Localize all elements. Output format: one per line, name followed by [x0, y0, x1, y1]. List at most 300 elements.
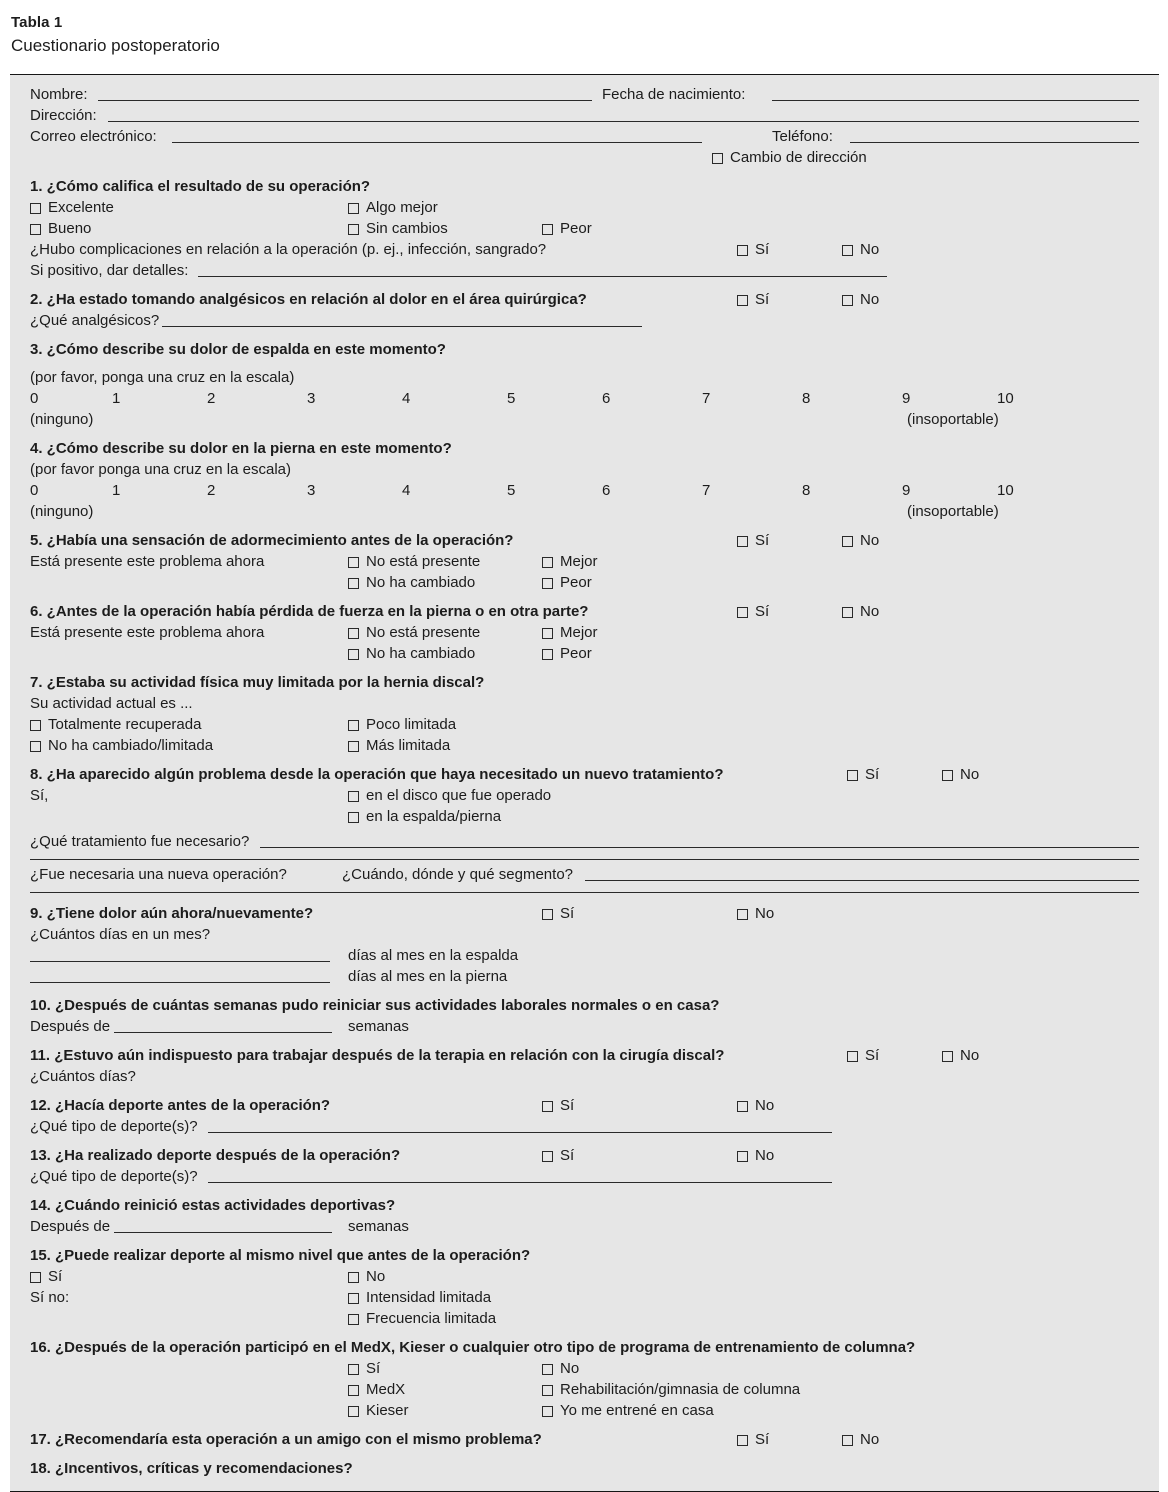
write-in-line — [30, 961, 330, 962]
checkbox-icon — [842, 1435, 853, 1446]
checkbox-label: en la espalda/pierna — [366, 808, 502, 825]
checkbox-icon — [542, 578, 553, 589]
checkbox-icon — [542, 1385, 553, 1396]
form-text: ¿Qué tipo de deporte(s)? — [30, 1168, 198, 1185]
form-text: ¿Qué tipo de deporte(s)? — [30, 1118, 198, 1135]
form-row — [30, 1379, 1139, 1400]
form-row — [30, 105, 1139, 126]
checkbox-option — [348, 218, 448, 239]
form-text: 6 — [602, 482, 611, 499]
checkbox-label: Totalmente recuperada — [48, 716, 202, 733]
form-text: 10 — [997, 482, 1014, 499]
checkbox-label: Sí — [48, 1268, 63, 1285]
checkbox-label: No — [755, 905, 775, 922]
checkbox-label: Cambio de dirección — [730, 149, 867, 166]
form-row — [30, 501, 1139, 522]
form-row — [30, 239, 1139, 260]
form-row — [30, 84, 1139, 105]
checkbox-label: No — [560, 1360, 580, 1377]
form-text: 5 — [507, 482, 516, 499]
form-text: (insoportable) — [907, 503, 999, 520]
checkbox-label: Bueno — [48, 220, 92, 237]
form-text: ¿Fue necesaria una nueva operación? — [30, 866, 287, 883]
question-title: 7. ¿Estaba su actividad física muy limitada por la hernia discal? — [30, 674, 485, 691]
checkbox-label: Kieser — [366, 1402, 409, 1419]
checkbox-option — [847, 764, 879, 785]
checkbox-label: No — [860, 603, 880, 620]
checkbox-icon — [30, 203, 41, 214]
checkbox-option — [842, 601, 879, 622]
checkbox-label: Peor — [560, 645, 592, 662]
checkbox-icon — [348, 791, 359, 802]
question-title: 4. ¿Cómo describe su dolor en la pierna en este momento? — [30, 440, 452, 457]
checkbox-icon — [542, 1364, 553, 1375]
form-row — [30, 176, 1139, 197]
checkbox-label: Algo mejor — [366, 199, 438, 216]
checkbox-icon — [30, 224, 41, 235]
checkbox-label: No — [960, 1047, 980, 1064]
checkbox-option — [737, 289, 769, 310]
checkbox-label: Intensidad limitada — [366, 1289, 492, 1306]
checkbox-icon — [348, 1385, 359, 1396]
form-text: 4 — [402, 482, 411, 499]
question-title: 1. ¿Cómo califica el resultado de su operación? — [30, 178, 371, 195]
checkbox-icon — [348, 1272, 359, 1283]
form-row — [30, 147, 1139, 168]
checkbox-icon — [30, 741, 41, 752]
form-row — [30, 1116, 1139, 1137]
form-row — [30, 1016, 1139, 1037]
form-row — [30, 459, 1139, 480]
checkbox-icon — [842, 536, 853, 547]
form-row — [30, 1045, 1139, 1066]
form-text: 5 — [507, 390, 516, 407]
form-row — [30, 1216, 1139, 1237]
checkbox-label: en el disco que fue operado — [366, 787, 552, 804]
write-in-line — [208, 1132, 832, 1133]
question-title: 10. ¿Después de cuántas semanas pudo reiniciar sus actividades laborales normales o en casa? — [30, 997, 720, 1014]
form-text: Sí, — [30, 787, 49, 804]
form-row — [30, 572, 1139, 593]
checkbox-label: Yo me entrené en casa — [560, 1402, 714, 1419]
checkbox-option — [348, 1266, 385, 1287]
checkbox-option — [348, 1379, 405, 1400]
question-title: 11. ¿Estuvo aún indispuesto para trabajar después de la terapia en relación con la cirugía discal? — [30, 1047, 725, 1064]
form-row — [30, 1337, 1139, 1358]
form-row — [30, 1266, 1139, 1287]
form-row — [30, 852, 1139, 864]
checkbox-icon — [348, 578, 359, 589]
form-row — [30, 924, 1139, 945]
form-text: 10 — [997, 390, 1014, 407]
form-text: (ninguno) — [30, 503, 94, 520]
checkbox-icon — [348, 649, 359, 660]
checkbox-label: No — [860, 532, 880, 549]
form-row — [30, 885, 1139, 897]
form-text: días al mes en la espalda — [348, 947, 519, 964]
form-row — [30, 1095, 1139, 1116]
form-row — [30, 1066, 1139, 1087]
write-in-line — [30, 892, 1139, 893]
checkbox-icon — [737, 295, 748, 306]
form-row — [30, 601, 1139, 622]
checkbox-label: Sí — [755, 1431, 770, 1448]
checkbox-icon — [737, 536, 748, 547]
checkbox-option — [348, 551, 480, 572]
checkbox-option — [348, 714, 456, 735]
checkbox-option — [842, 289, 879, 310]
checkbox-label: Sí — [865, 1047, 880, 1064]
write-in-line — [30, 982, 330, 983]
checkbox-icon — [348, 1406, 359, 1417]
form-text: Su actividad actual es ... — [30, 695, 193, 712]
write-in-line — [114, 1032, 332, 1033]
checkbox-icon — [542, 1406, 553, 1417]
form-row — [30, 126, 1139, 147]
checkbox-option — [737, 1095, 774, 1116]
form-text: ¿Cuántos días? — [30, 1068, 136, 1085]
checkbox-option — [542, 218, 592, 239]
checkbox-option — [737, 239, 769, 260]
checkbox-option — [30, 735, 213, 756]
form-row — [30, 438, 1139, 459]
checkbox-option — [542, 903, 574, 924]
checkbox-label: Sí — [755, 532, 770, 549]
checkbox-icon — [737, 607, 748, 618]
form-text: ¿Qué analgésicos? — [30, 312, 160, 329]
checkbox-option — [348, 1287, 491, 1308]
form-text: Nombre: — [30, 86, 88, 103]
checkbox-label: Sí — [865, 766, 880, 783]
form-text: ¿Hubo complicaciones en relación a la operación (p. ej., infección, sangrado? — [30, 241, 547, 258]
write-in-line — [172, 142, 702, 143]
form-text: semanas — [348, 1218, 409, 1235]
checkbox-label: Sin cambios — [366, 220, 448, 237]
question-title: 6. ¿Antes de la operación había pérdida de fuerza en la pierna o en otra parte? — [30, 603, 589, 620]
form-text: Después de — [30, 1218, 111, 1235]
form-row — [30, 1195, 1139, 1216]
form-text: 8 — [802, 390, 811, 407]
checkbox-label: Sí — [560, 1147, 575, 1164]
checkbox-option — [348, 806, 501, 827]
checkbox-option — [542, 1095, 574, 1116]
form-row — [30, 995, 1139, 1016]
checkbox-option — [842, 239, 879, 260]
checkbox-option — [348, 622, 480, 643]
checkbox-icon — [542, 628, 553, 639]
checkbox-label: No está presente — [366, 624, 481, 641]
form-text: Sí no: — [30, 1289, 70, 1306]
form-row — [30, 864, 1139, 885]
checkbox-icon — [542, 1151, 553, 1162]
question-title: 9. ¿Tiene dolor aún ahora/nuevamente? — [30, 905, 314, 922]
checkbox-icon — [737, 1151, 748, 1162]
checkbox-option — [842, 530, 879, 551]
form-row — [30, 735, 1139, 756]
table-caption-title: Cuestionario postoperatorio — [11, 36, 220, 55]
checkbox-icon — [348, 1314, 359, 1325]
form-text: Correo electrónico: — [30, 128, 157, 145]
question-title: 14. ¿Cuándo reinició estas actividades deportivas? — [30, 1197, 396, 1214]
checkbox-label: Peor — [560, 574, 592, 591]
checkbox-option — [30, 197, 114, 218]
checkbox-icon — [737, 1101, 748, 1112]
form-row — [30, 409, 1139, 430]
checkbox-option — [542, 622, 598, 643]
checkbox-icon — [542, 557, 553, 568]
form-text: Teléfono: — [772, 128, 833, 145]
checkbox-label: Sí — [366, 1360, 381, 1377]
form-text: 0 — [30, 482, 39, 499]
form-text: ¿Cuándo, dónde y qué segmento? — [342, 866, 573, 883]
write-in-line — [585, 880, 1139, 881]
form-text: 3 — [307, 390, 316, 407]
checkbox-label: Más limitada — [366, 737, 451, 754]
form-text: Después de — [30, 1018, 111, 1035]
form-row — [30, 1429, 1139, 1450]
checkbox-option — [942, 764, 979, 785]
form-row — [30, 714, 1139, 735]
write-in-line — [98, 100, 592, 101]
form-row — [30, 260, 1139, 281]
form-text: 1 — [112, 390, 121, 407]
checkbox-label: No — [860, 291, 880, 308]
write-in-line — [260, 847, 1139, 848]
form-row — [30, 764, 1139, 785]
checkbox-label: Sí — [755, 291, 770, 308]
form-row — [30, 785, 1139, 806]
checkbox-label: No — [860, 241, 880, 258]
form-text: (por favor, ponga una cruz en la escala) — [30, 369, 295, 386]
checkbox-option — [737, 1429, 769, 1450]
write-in-line — [162, 326, 642, 327]
checkbox-label: Sí — [560, 905, 575, 922]
question-title: 15. ¿Puede realizar deporte al mismo nivel que antes de la operación? — [30, 1247, 531, 1264]
checkbox-option — [348, 1400, 409, 1421]
checkbox-icon — [348, 628, 359, 639]
write-in-line — [198, 276, 887, 277]
question-title: 3. ¿Cómo describe su dolor de espalda en este momento? — [30, 341, 446, 358]
checkbox-option — [842, 1429, 879, 1450]
form-text: semanas — [348, 1018, 409, 1035]
checkbox-icon — [847, 770, 858, 781]
checkbox-option — [348, 735, 450, 756]
checkbox-option — [542, 572, 592, 593]
checkbox-label: Sí — [755, 241, 770, 258]
form-text: (por favor ponga una cruz en la escala) — [30, 461, 291, 478]
form-row — [30, 388, 1139, 409]
form-row — [30, 903, 1139, 924]
checkbox-icon — [842, 607, 853, 618]
checkbox-option — [30, 714, 201, 735]
form-row — [30, 480, 1139, 501]
checkbox-icon — [737, 245, 748, 256]
checkbox-icon — [542, 649, 553, 660]
checkbox-icon — [30, 1272, 41, 1283]
checkbox-label: Sí — [755, 603, 770, 620]
checkbox-option — [30, 1266, 62, 1287]
write-in-line — [850, 142, 1139, 143]
form-text: 8 — [802, 482, 811, 499]
checkbox-option — [712, 147, 867, 168]
table-caption-number: Tabla 1 — [11, 14, 63, 31]
checkbox-option — [737, 903, 774, 924]
checkbox-option — [542, 1379, 800, 1400]
form-text: 9 — [902, 390, 911, 407]
checkbox-option — [348, 643, 475, 664]
checkbox-label: No — [755, 1097, 775, 1114]
checkbox-label: Mejor — [560, 624, 598, 641]
checkbox-icon — [942, 770, 953, 781]
form-row — [30, 643, 1139, 664]
checkbox-label: No está presente — [366, 553, 481, 570]
checkbox-option — [542, 551, 598, 572]
checkbox-label: Sí — [560, 1097, 575, 1114]
checkbox-label: No — [960, 766, 980, 783]
form-text: 7 — [702, 390, 711, 407]
checkbox-icon — [348, 720, 359, 731]
question-title: 8. ¿Ha aparecido algún problema desde la operación que haya necesitado un nuevo tratamiento? — [30, 766, 724, 783]
form-row — [30, 693, 1139, 714]
form-text: Dirección: — [30, 107, 97, 124]
form-text: (ninguno) — [30, 411, 94, 428]
checkbox-label: No ha cambiado/limitada — [48, 737, 214, 754]
form-row — [30, 1400, 1139, 1421]
checkbox-icon — [348, 224, 359, 235]
checkbox-icon — [712, 153, 723, 164]
form-row — [30, 672, 1139, 693]
checkbox-option — [942, 1045, 979, 1066]
write-in-line — [772, 100, 1139, 101]
checkbox-label: Mejor — [560, 553, 598, 570]
form-row — [30, 310, 1139, 331]
form-row — [30, 218, 1139, 239]
checkbox-icon — [842, 245, 853, 256]
form-text: 9 — [902, 482, 911, 499]
checkbox-icon — [847, 1051, 858, 1062]
checkbox-label: Poco limitada — [366, 716, 457, 733]
checkbox-label: No ha cambiado — [366, 574, 476, 591]
checkbox-option — [737, 601, 769, 622]
form-text: 7 — [702, 482, 711, 499]
form-text: Fecha de nacimiento: — [602, 86, 746, 103]
form-text: 3 — [307, 482, 316, 499]
form-row — [30, 1287, 1139, 1308]
checkbox-label: Frecuencia limitada — [366, 1310, 497, 1327]
form-row — [30, 1458, 1139, 1479]
write-in-line — [208, 1182, 832, 1183]
question-title: 17. ¿Recomendaría esta operación a un amigo con el mismo problema? — [30, 1431, 542, 1448]
checkbox-icon — [737, 1435, 748, 1446]
checkbox-icon — [348, 741, 359, 752]
form-text: ¿Cuántos días en un mes? — [30, 926, 211, 943]
checkbox-option — [737, 530, 769, 551]
checkbox-option — [348, 572, 475, 593]
form-text: Si positivo, dar detalles: — [30, 262, 189, 279]
checkbox-option — [348, 197, 438, 218]
form-text: 1 — [112, 482, 121, 499]
checkbox-icon — [348, 557, 359, 568]
checkbox-label: No — [366, 1268, 386, 1285]
form-row — [30, 831, 1139, 852]
question-title: 12. ¿Hacía deporte antes de la operación? — [30, 1097, 331, 1114]
form-row — [30, 806, 1139, 827]
form-row — [30, 1358, 1139, 1379]
checkbox-option — [542, 1145, 574, 1166]
checkbox-label: No ha cambiado — [366, 645, 476, 662]
form-row — [30, 367, 1139, 388]
checkbox-icon — [737, 909, 748, 920]
checkbox-icon — [348, 1293, 359, 1304]
checkbox-option — [30, 218, 91, 239]
checkbox-icon — [348, 203, 359, 214]
form-row — [30, 530, 1139, 551]
checkbox-option — [737, 1145, 774, 1166]
checkbox-icon — [942, 1051, 953, 1062]
write-in-line — [114, 1232, 332, 1233]
question-title: 13. ¿Ha realizado deporte después de la operación? — [30, 1147, 401, 1164]
form-row — [30, 1145, 1139, 1166]
checkbox-option — [348, 785, 551, 806]
form-body — [30, 84, 1139, 1479]
question-title: 2. ¿Ha estado tomando analgésicos en relación al dolor en el área quirúrgica? — [30, 291, 587, 308]
checkbox-icon — [30, 720, 41, 731]
form-text: ¿Qué tratamiento fue necesario? — [30, 833, 250, 850]
question-title: 5. ¿Había una sensación de adormecimiento antes de la operación? — [30, 532, 514, 549]
form-text: días al mes en la pierna — [348, 968, 508, 985]
checkbox-icon — [542, 1101, 553, 1112]
form-text: Está presente este problema ahora — [30, 553, 265, 570]
checkbox-label: Excelente — [48, 199, 114, 216]
question-title: 18. ¿Incentivos, críticas y recomendaciones? — [30, 1460, 353, 1477]
form-text: 0 — [30, 390, 39, 407]
checkbox-option — [348, 1358, 380, 1379]
checkbox-label: Peor — [560, 220, 592, 237]
checkbox-icon — [348, 1364, 359, 1375]
checkbox-icon — [542, 909, 553, 920]
checkbox-label: Rehabilitación/gimnasia de columna — [560, 1381, 801, 1398]
questionnaire-box — [10, 74, 1159, 1492]
form-row — [30, 339, 1139, 360]
checkbox-option — [542, 1358, 579, 1379]
question-title: 16. ¿Después de la operación participó en el MedX, Kieser o cualquier otro tipo de programa de entrenamiento de columna? — [30, 1339, 916, 1356]
checkbox-label: No — [860, 1431, 880, 1448]
write-in-line — [108, 121, 1139, 122]
checkbox-icon — [348, 812, 359, 823]
form-text: 6 — [602, 390, 611, 407]
form-text: (insoportable) — [907, 411, 999, 428]
form-row — [30, 1308, 1139, 1329]
form-text: 2 — [207, 482, 216, 499]
checkbox-label: MedX — [366, 1381, 406, 1398]
form-row — [30, 551, 1139, 572]
form-row — [30, 197, 1139, 218]
form-row — [30, 289, 1139, 310]
checkbox-icon — [842, 295, 853, 306]
form-text: 4 — [402, 390, 411, 407]
form-row — [30, 1245, 1139, 1266]
write-in-line — [30, 859, 1139, 860]
checkbox-option — [542, 1400, 714, 1421]
form-text: 2 — [207, 390, 216, 407]
form-row — [30, 622, 1139, 643]
form-text: Está presente este problema ahora — [30, 624, 265, 641]
checkbox-option — [847, 1045, 879, 1066]
form-row — [30, 1166, 1139, 1187]
checkbox-option — [348, 1308, 496, 1329]
checkbox-icon — [542, 224, 553, 235]
form-row — [30, 966, 1139, 987]
